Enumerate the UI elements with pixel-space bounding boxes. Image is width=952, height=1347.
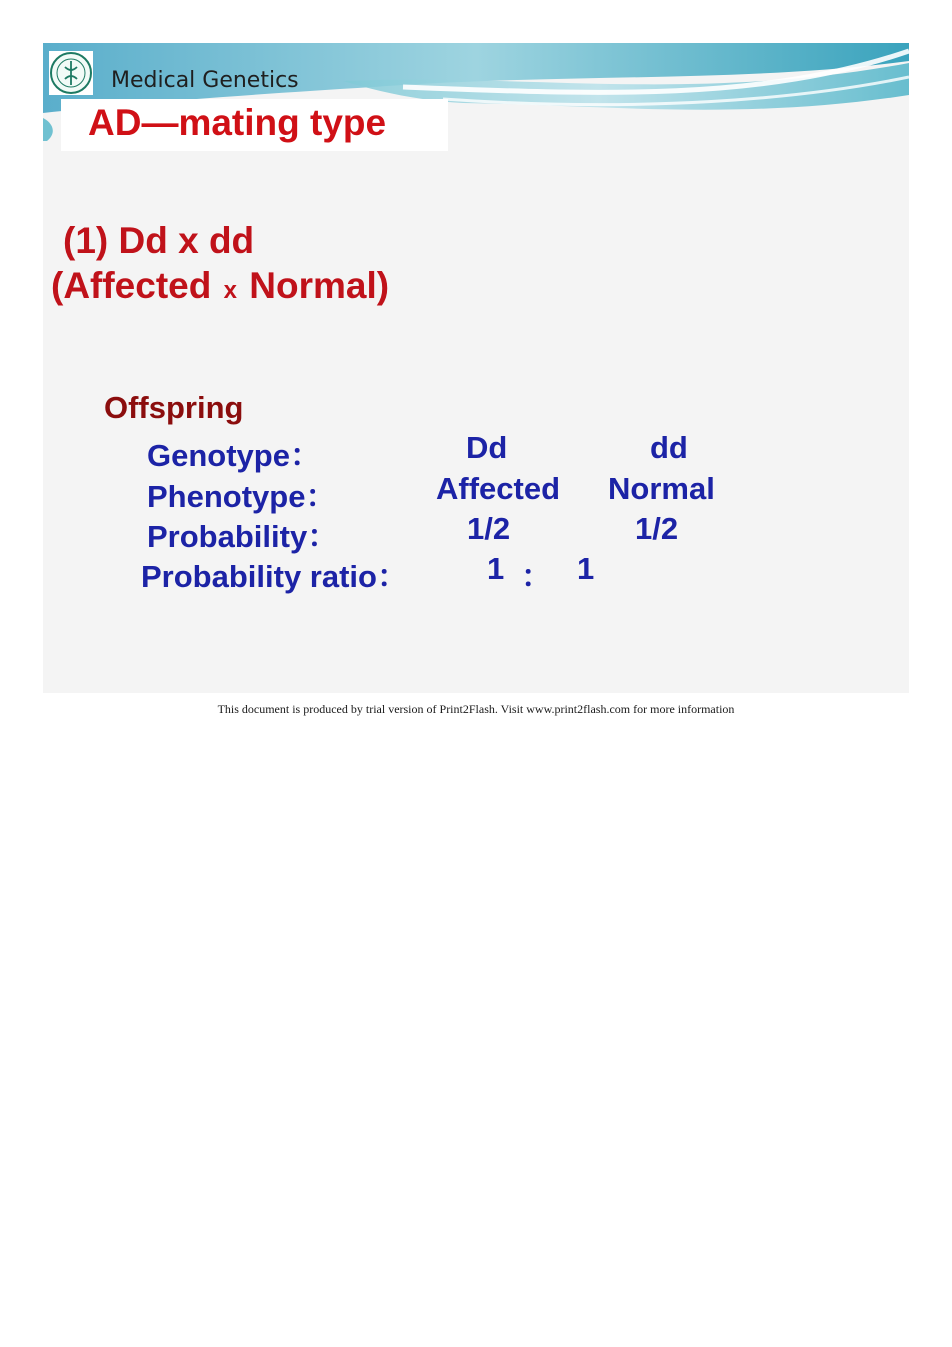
ratio-separator: ： (521, 559, 552, 594)
probability-ratio-label: Probability ratio： (141, 559, 408, 594)
probability-label: Probability： (147, 519, 339, 554)
phenotype-value: Normal (608, 471, 715, 506)
probability-value: 1/2 (467, 511, 511, 546)
cross-genotypes: (1) Dd x dd (63, 220, 255, 261)
phenotype-label: Phenotype： (147, 479, 337, 514)
cross-phenotypes-open: (Affected (51, 265, 222, 306)
genotype-value: Dd (466, 430, 508, 465)
course-title: Medical Genetics (111, 68, 299, 93)
slide-title: AD—mating type (88, 102, 387, 143)
genotype-value: dd (650, 430, 688, 465)
phenotype-value: Affected (436, 471, 561, 506)
ratio-value: 1 (487, 551, 505, 586)
ratio-value: 1 (577, 551, 595, 586)
university-seal-icon (49, 51, 93, 95)
genotype-label: Genotype： (147, 438, 321, 473)
offspring-heading: Offspring (104, 390, 244, 425)
slide (43, 43, 909, 693)
cross-phenotypes-close: Normal) (238, 265, 390, 306)
cross-phenotypes (51, 265, 389, 307)
cross-symbol: x (223, 277, 237, 304)
probability-value: 1/2 (635, 511, 679, 546)
trial-version-notice: This document is produced by trial version of Print2Flash. Visit www.print2flash.com for more information (217, 702, 735, 716)
